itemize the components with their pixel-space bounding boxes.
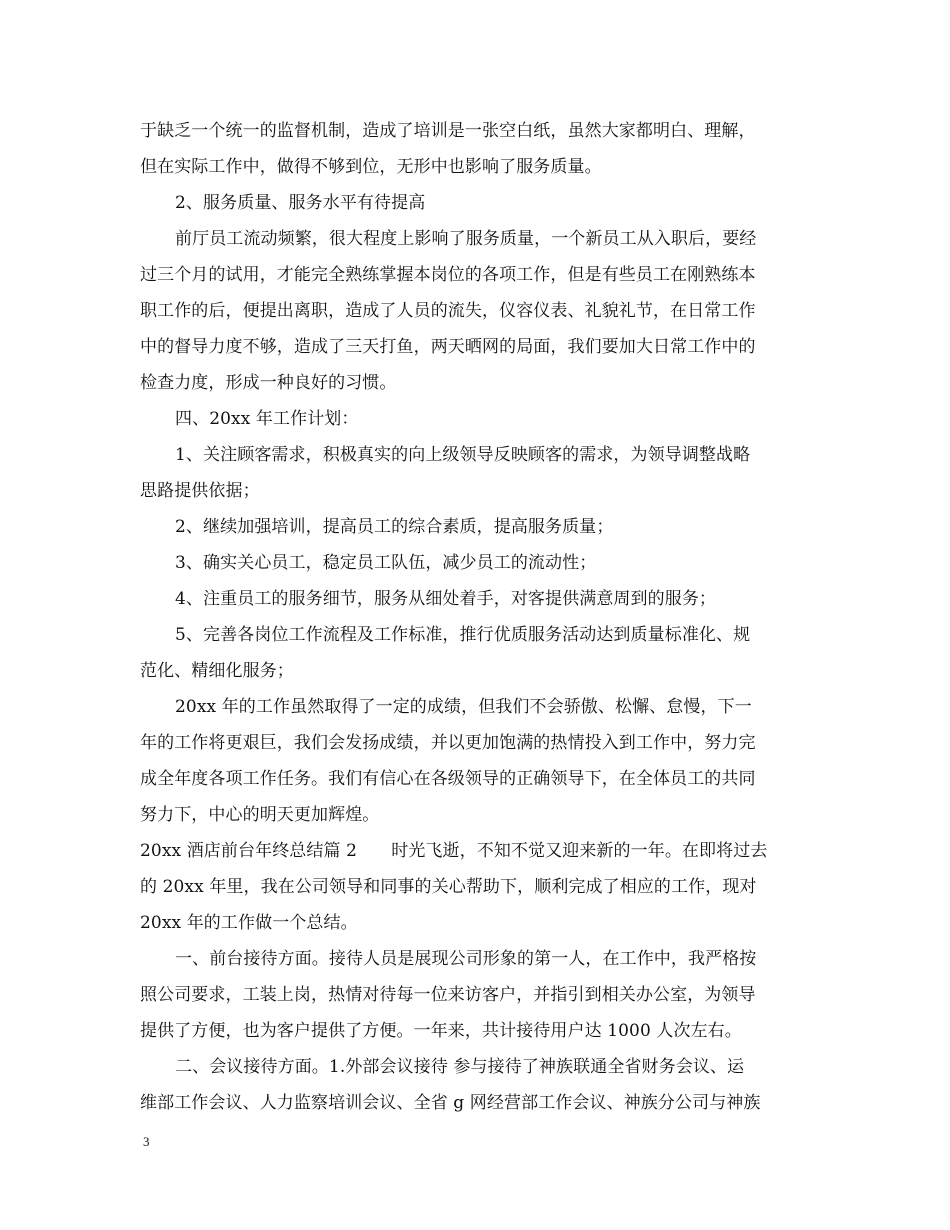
list-item: 1、关注顾客需求，积极真实的向上级领导反映顾客的需求，为领导调整战略 [175,445,751,465]
text-line: 于缺乏一个统一的监督机制，造成了培训是一张空白纸，虽然大家都明白、理解， [140,121,756,141]
article-title-line: 20xx 酒店前台年终总结篇 2 时光飞逝，不知不觉又迎来新的一年。在即将过去 [140,841,768,861]
text-line: 一、前台接待方面。接待人员是展现公司形象的第一人，在工作中，我严格按 [175,949,757,969]
page-number: 3 [143,1134,150,1149]
list-item: 3、确实关心员工，稳定员工队伍，减少员工的流动性； [175,553,597,573]
text-line: 中的督导力度不够，造成了三天打鱼，两天晒网的局面，我们要加大日常工作中的 [140,337,756,357]
text-line: 过三个月的试用，才能完全熟练掌握本岗位的各项工作，但是有些员工在刚熟练本 [140,265,756,285]
text-line: 检查力度，形成一种良好的习惯。 [140,373,397,393]
text-line: 20xx 年的工作虽然取得了一定的成绩，但我们不会骄傲、松懈、怠慢，下一 [175,697,752,717]
text-line: 的 20xx 年里，我在公司领导和同事的关心帮助下，顺利完成了相应的工作，现对 [140,877,757,897]
section-heading: 四、20xx 年工作计划： [175,409,359,429]
text-line: 但在实际工作中，做得不够到位，无形中也影响了服务质量。 [140,157,602,177]
text-line: 照公司要求，工装上岗，热情对待每一位来访客户，并指引到相关办公室，为领导 [140,985,756,1005]
text-line: 努力下，中心的明天更加辉煌。 [140,805,380,825]
list-item: 5、完善各岗位工作流程及工作标准，推行优质服务活动达到质量标准化、规 [175,625,751,645]
text-line: 前厅员工流动频繁，很大程度上影响了服务质量，一个新员工从入职后，要经 [175,229,757,249]
text-line: 职工作的后，便提出离职，造成了人员的流失，仪容仪表、礼貌礼节，在日常工作 [140,301,756,321]
text-line: 成全年度各项工作任务。我们有信心在各级领导的正确领导下，在全体员工的共同 [140,769,756,789]
text-line: 提供了方便，也为客户提供了方便。一年来，共计接待用户达 1000 人次左右。 [140,1021,742,1041]
section-heading: 2、服务质量、服务水平有待提高 [175,193,426,213]
text-line: 思路提供依据； [140,481,260,501]
list-item: 2、继续加强培训，提高员工的综合素质，提高服务质量； [175,517,614,537]
text-line: 范化、精细化服务； [140,661,294,681]
body-text [140,113,820,1121]
text-line: 年的工作将更艰巨，我们会发扬成绩，并以更加饱满的热情投入到工作中，努力完 [140,733,756,753]
text-line: 二、会议接待方面。1.外部会议接待 参与接待了神族联通全省财务会议、运 [175,1057,745,1077]
list-item: 4、注重员工的服务细节，服务从细处着手，对客提供满意周到的服务； [175,589,717,609]
text-line: 20xx 年的工作做一个总结。 [140,913,358,933]
text-line: 维部工作会议、人力监察培训会议、全省 g 网经营部工作会议、神族分公司与神族 [140,1093,761,1113]
